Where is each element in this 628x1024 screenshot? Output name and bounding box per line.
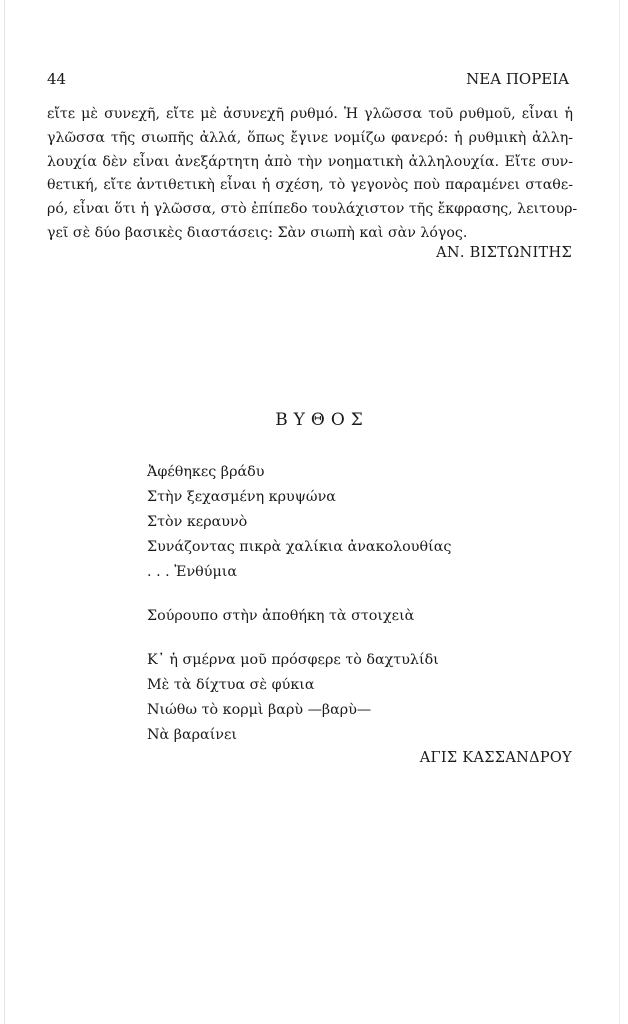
page-number: 44: [47, 70, 67, 88]
essay-line: γεῖ σὲ δύο βασικὲς διαστάσεις: Σὰν σιωπὴ καὶ σὰν λόγος.: [47, 224, 468, 241]
essay-line: γλῶσσα τῆς σιωπῆς ἀλλά, ὅπως ἔγινε νομίζω φανερό: ἡ ρυθμικὴ ἀλλη-: [47, 129, 573, 146]
poem-line: . . . Ἐνθύμια: [147, 564, 238, 580]
scan-edge-left: [4, 0, 5, 1024]
poem-line: Στὴν ξεχασμένη κρυψώνα: [147, 489, 336, 505]
poem-author: ΑΓΙΣ ΚΑΣΣΑΝΔΡΟΥ: [419, 750, 572, 766]
poem-line: Νιώθω τὸ κορμὶ βαρὺ —βαρὺ—: [147, 702, 372, 718]
poem-body: [147, 460, 451, 748]
scan-edge-right: [619, 0, 620, 1024]
essay-line: ρό, εἶναι ὅτι ἡ γλῶσσα, στὸ ἐπίπεδο τουλάχιστον τῆς ἔκφρασης, λειτουρ-: [47, 201, 578, 218]
poem-line: Μὲ τὰ δίχτυα σὲ φύκια: [147, 677, 315, 693]
poem-title: ΒΥΘΟΣ: [275, 410, 369, 430]
essay-paragraph: [47, 103, 578, 246]
poem-line: Νὰ βαραίνει: [147, 727, 237, 743]
essay-line: θετική, εἴτε ἀντιθετικὴ εἶναι ἡ σχέση, τὸ γεγονὸς ποὺ παραμένει σταθε-: [47, 177, 573, 194]
stanza-break: [147, 629, 451, 648]
essay-author: ΑΝ. ΒΙΣΤΩΝΙΤΗΣ: [436, 245, 572, 261]
poem-line: Κ᾽ ἡ σμέρνα μοῦ πρόσφερε τὸ δαχτυλίδι: [147, 652, 439, 668]
poem-line: Συνάζοντας πικρὰ χαλίκια ἀνακολουθίας: [147, 539, 452, 555]
poem-line: Ἀφέθηκες βράδυ: [147, 464, 265, 480]
stanza-break: [147, 585, 451, 604]
essay-line: λουχία δὲν εἶναι ἀνεξάρτητη ἀπὸ τὴν νοηματικὴ ἀλληλουχία. Εἴτε συν-: [47, 153, 573, 170]
essay-line: εἴτε μὲ συνεχῆ, εἴτε μὲ ἀσυνεχῆ ρυθμό. Ἡ γλῶσσα τοῦ ρυθμοῦ, εἶναι ἡ: [47, 106, 573, 122]
poem-line: Σούρουπο στὴν ἀποθήκη τὰ στοιχειὰ: [147, 608, 415, 624]
poem-line: Στὸν κεραυνὸ: [147, 514, 248, 530]
journal-title: ΝΕΑ ΠΟΡΕΙΑ: [466, 70, 569, 88]
running-header: [47, 70, 569, 88]
